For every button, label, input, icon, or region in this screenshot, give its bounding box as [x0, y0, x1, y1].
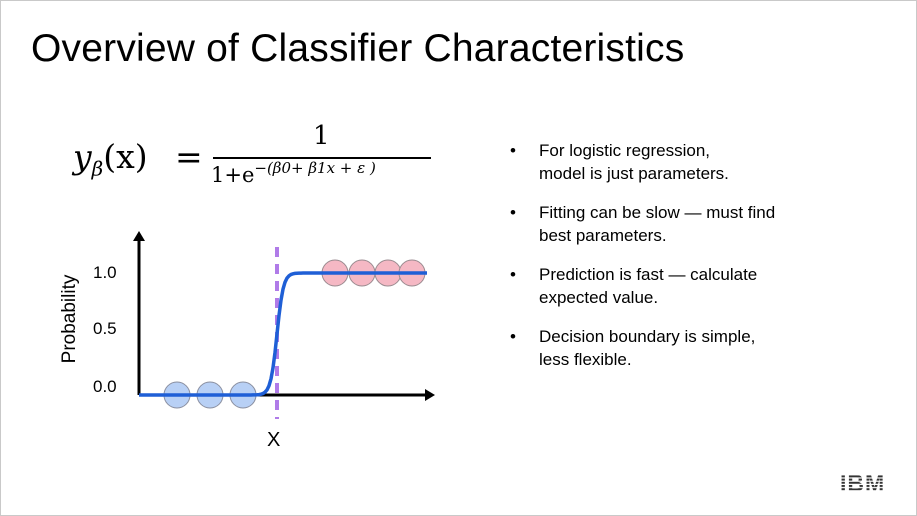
chart-canvas: [51, 223, 461, 463]
bullet-item: [509, 139, 869, 185]
bullet-list: [509, 139, 869, 387]
y-tick-0: 0.0: [93, 377, 117, 396]
y-tick-1: 1.0: [93, 263, 117, 282]
bullet-text-line: For logistic regression,: [539, 141, 711, 160]
sigmoid-chart: [51, 223, 461, 463]
bullet-text-line: model is just parameters.: [539, 164, 729, 183]
ibm-logo: [839, 469, 895, 495]
formula-lhs-arg: (x): [103, 137, 148, 176]
bullet-text-line: Fitting can be slow — must find: [539, 203, 776, 222]
ibm-logo-text: IBM: [840, 470, 886, 495]
y-tick-0-5: 0.5: [93, 319, 117, 338]
bullet-text-line: expected value.: [539, 288, 659, 307]
x-axis-arrow: [425, 389, 435, 401]
formula-denominator: [211, 159, 376, 187]
y-axis-arrow: [133, 231, 145, 241]
formula-lhs-sub: β: [91, 156, 104, 181]
ibm-logo-mark: [839, 469, 895, 495]
bullet-item: [509, 201, 869, 247]
logistic-curve: [139, 273, 427, 395]
x-axis-label: X: [267, 429, 281, 451]
bullet-text-line: Decision boundary is simple,: [539, 327, 756, 346]
formula-equals: =: [175, 137, 203, 176]
formula-lhs: [73, 137, 148, 181]
bullet-dot: •: [510, 141, 516, 160]
formula-lhs-var: y: [73, 137, 92, 176]
bullet-dot: •: [510, 265, 516, 284]
logistic-formula: [63, 119, 483, 199]
bullet-dot: •: [510, 203, 516, 222]
bullet-item: [509, 325, 869, 371]
formula-den-exp: −(β0+ β1x + ε ): [254, 159, 376, 177]
bullet-text-line: Prediction is fast — calculate: [539, 265, 758, 284]
bullet-text-line: best parameters.: [539, 226, 667, 245]
formula-den-base: 1+e: [211, 163, 255, 187]
y-axis-label: Probability: [59, 274, 80, 364]
bullet-text-line: less flexible.: [539, 350, 632, 369]
slide-title: Overview of Classifier Characteristics: [31, 27, 685, 70]
bullet-dot: •: [510, 327, 516, 346]
bullet-item: [509, 263, 869, 309]
formula-numerator: 1: [313, 121, 330, 151]
